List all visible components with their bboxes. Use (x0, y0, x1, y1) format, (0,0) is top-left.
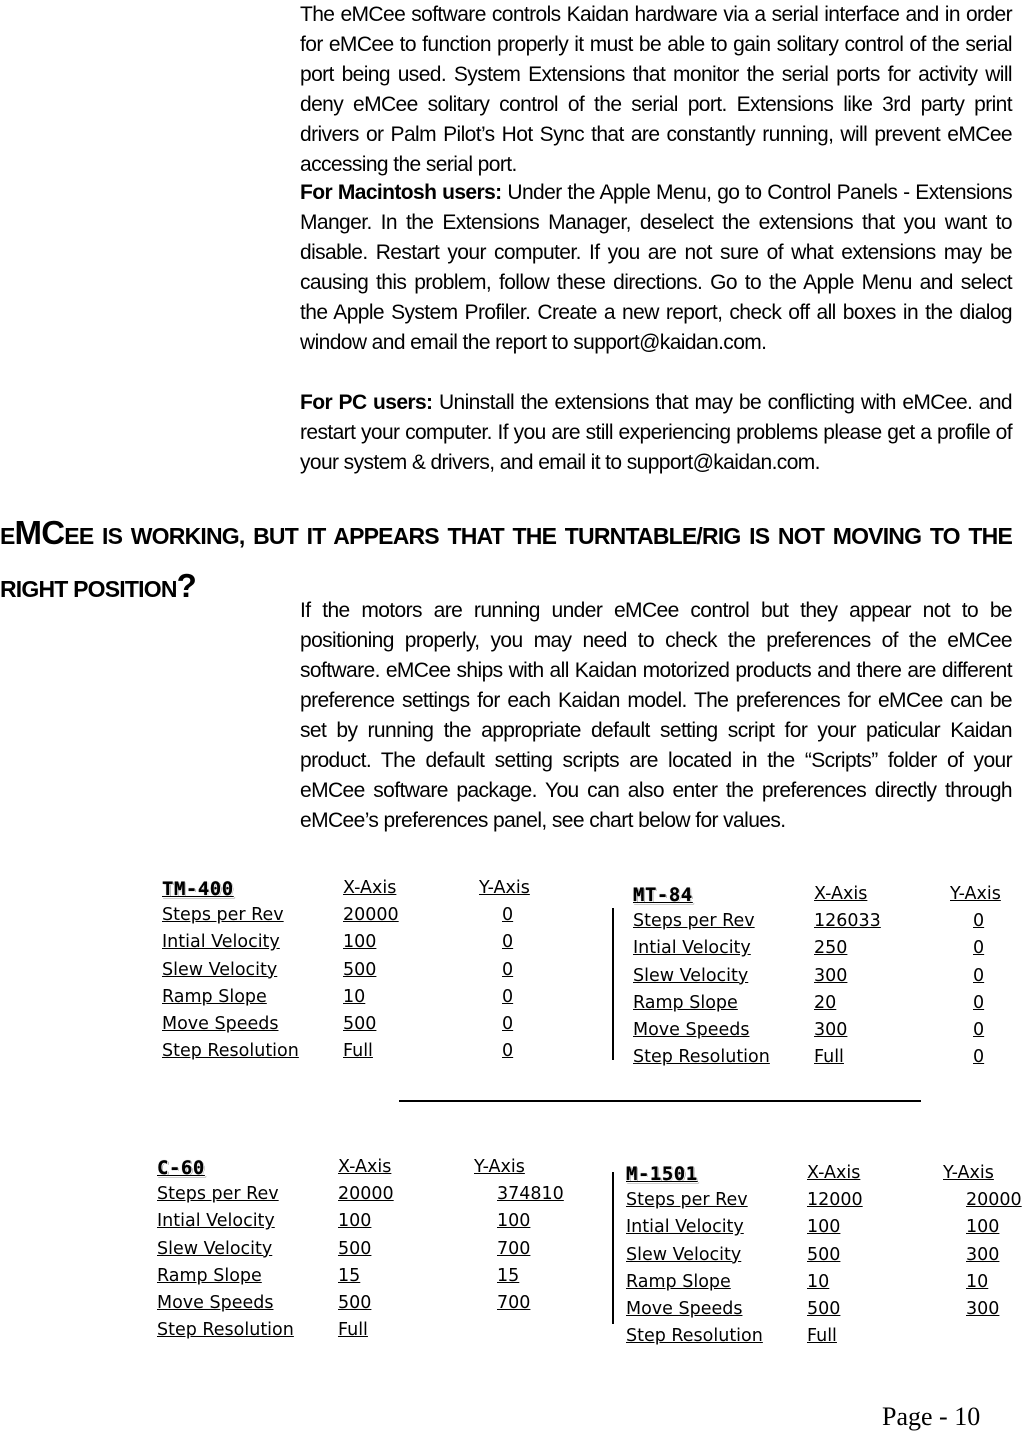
y-axis-header: Y-Axis (474, 1157, 525, 1177)
x-axis-value: 20000 (338, 1184, 394, 1205)
setting-label: Move Speeds (633, 1020, 750, 1040)
y-axis-value: 0 (502, 1041, 514, 1062)
y-axis-value: 0 (973, 1047, 985, 1068)
page-number: Page - 10 (882, 1402, 981, 1431)
setting-label: Steps per Rev (162, 905, 284, 926)
x-axis-value: 15 (338, 1265, 361, 1286)
y-axis-value: 0 (502, 932, 514, 953)
mac-label: For Macintosh users: (300, 181, 502, 204)
setting-label: Ramp Slope (162, 986, 267, 1007)
table-title: MT-84 (633, 884, 693, 906)
heading-mc: MC (14, 514, 65, 551)
x-axis-value: 300 (814, 965, 848, 986)
mac-text: Under the Apple Menu, go to Control Panels - Extensions Manger. In the Extensions Manager, deselect the extensions that you want to disable. Restart your computer. If you are not sure of what extensions may be causing this problem, follow these directions. Go to the Apple Menu and select the Apple System Profiler. Create a new report, check off all boxes in the dialog window and email the report to support@kaidan.com. (300, 181, 1013, 354)
setting-label: Step Resolution (633, 1047, 770, 1068)
y-axis-value: 300 (966, 1244, 1000, 1265)
x-axis-value: 500 (338, 1238, 372, 1259)
setting-label: Move Speeds (162, 1014, 279, 1034)
heading-rest: EE IS WORKING, BUT IT APPEARS THAT THE TURNTABLE/RIG IS NOT MOVING TO THE RIGHT POSITION (0, 523, 1012, 602)
preferences-paragraph (300, 596, 1012, 836)
pc-text: Uninstall the extensions that may be conflicting with eMCee. and restart your computer. If you are still experiencing problems please get a profile of your system & drivers, and email it to support@kaidan.com. (300, 391, 1012, 474)
setting-label: Slew Velocity (162, 959, 278, 980)
setting-label: Intial Velocity (157, 1211, 275, 1232)
y-axis-value: 15 (497, 1265, 520, 1286)
setting-label: Steps per Rev (633, 911, 755, 932)
y-axis-header: Y-Axis (479, 878, 530, 898)
setting-label: Steps per Rev (157, 1184, 279, 1205)
table-title: C-60 (157, 1157, 205, 1179)
pc-instructions-paragraph (300, 388, 1012, 478)
setting-label: Intial Velocity (162, 932, 280, 953)
x-axis-value: 10 (343, 986, 366, 1007)
table-title: M-1501 (626, 1163, 698, 1185)
setting-label: Slew Velocity (157, 1238, 273, 1259)
preferences-text: If the motors are running under eMCee control but they appear not to be positioning properly, you may need to check the preferences of the eMCee software. eMCee ships with all Kaidan motorized products and there are different preference settings for each Kaidan model. The preferences for eMCee can be set by running the appropriate default setting script for your paticular Kaidan product. The default setting scripts are located in the “Scripts” folder of your eMCee software package. You can also enter the preferences directly through eMCee’s preferences panel, see chart below for values. (300, 599, 1012, 832)
x-axis-value: 500 (807, 1299, 841, 1319)
table-divider-horizontal (399, 1100, 921, 1102)
x-axis-value: 10 (807, 1271, 830, 1292)
mac-instructions-paragraph (300, 178, 1012, 358)
x-axis-value: 126033 (814, 911, 881, 932)
x-axis-value: 12000 (807, 1190, 863, 1211)
table-title: TM-400 (162, 878, 234, 900)
setting-label: Step Resolution (626, 1326, 763, 1347)
setting-label: Steps per Rev (626, 1190, 748, 1211)
setting-label: Ramp Slope (626, 1271, 731, 1292)
y-axis-value: 0 (502, 905, 514, 926)
setting-label: Ramp Slope (157, 1265, 262, 1286)
y-axis-value: 0 (973, 938, 985, 959)
y-axis-value: 100 (497, 1211, 531, 1232)
y-axis-value: 20000 (966, 1190, 1022, 1211)
x-axis-value: 100 (807, 1217, 841, 1238)
y-axis-header: Y-Axis (950, 884, 1001, 904)
heading-e: E (0, 523, 15, 549)
y-axis-value: 0 (502, 986, 514, 1007)
setting-label: Step Resolution (162, 1041, 299, 1062)
setting-label: Move Speeds (157, 1293, 274, 1313)
x-axis-value: 250 (814, 938, 848, 959)
y-axis-value: 10 (966, 1271, 989, 1292)
setting-label: Step Resolution (157, 1320, 294, 1341)
x-axis-value: 20000 (343, 905, 399, 926)
x-axis-value: 500 (338, 1293, 372, 1313)
x-axis-value: Full (807, 1326, 837, 1347)
y-axis-value: 300 (966, 1299, 1000, 1319)
x-axis-value: Full (338, 1320, 368, 1341)
x-axis-header: X-Axis (343, 878, 397, 898)
table-divider-vertical-top (612, 908, 614, 1060)
x-axis-value: 100 (343, 932, 377, 953)
y-axis-value: 700 (497, 1293, 531, 1313)
heading-question-mark: ? (176, 567, 197, 604)
x-axis-header: X-Axis (338, 1157, 392, 1177)
y-axis-value: 0 (502, 1014, 514, 1034)
y-axis-value: 700 (497, 1238, 531, 1259)
x-axis-value: 300 (814, 1020, 848, 1040)
x-axis-value: 20 (814, 992, 837, 1013)
intro-text: The eMCee software controls Kaidan hardware via a serial interface and in order for eMCee to function properly it must be able to gain solitary control of the serial port being used. System Extensions that monitor the serial ports for activity will deny eMCee solitary control of the serial port. Extensions like 3rd party print drivers or Palm Pilot’s Hot Sync that are constantly running, will prevent eMCee accessing the serial port. (300, 3, 1012, 176)
x-axis-value: Full (343, 1041, 373, 1062)
setting-label: Slew Velocity (633, 965, 749, 986)
setting-label: Slew Velocity (626, 1244, 742, 1265)
setting-label: Intial Velocity (633, 938, 751, 959)
setting-label: Intial Velocity (626, 1217, 744, 1238)
y-axis-value: 100 (966, 1217, 1000, 1238)
x-axis-value: 500 (807, 1244, 841, 1265)
setting-label: Ramp Slope (633, 992, 738, 1013)
x-axis-value: 500 (343, 1014, 377, 1034)
x-axis-header: X-Axis (814, 884, 868, 904)
y-axis-value: 374810 (497, 1184, 564, 1205)
y-axis-value: 0 (973, 911, 985, 932)
table-divider-vertical-bottom (612, 1172, 614, 1324)
x-axis-header: X-Axis (807, 1163, 861, 1183)
x-axis-value: Full (814, 1047, 844, 1068)
intro-paragraph (300, 0, 1012, 180)
y-axis-value: 0 (973, 1020, 985, 1040)
y-axis-value: 0 (502, 959, 514, 980)
x-axis-value: 100 (338, 1211, 372, 1232)
pc-label: For PC users: (300, 391, 433, 414)
y-axis-header: Y-Axis (943, 1163, 994, 1183)
y-axis-value: 0 (973, 965, 985, 986)
x-axis-value: 500 (343, 959, 377, 980)
y-axis-value: 0 (973, 992, 985, 1013)
setting-label: Move Speeds (626, 1299, 743, 1319)
